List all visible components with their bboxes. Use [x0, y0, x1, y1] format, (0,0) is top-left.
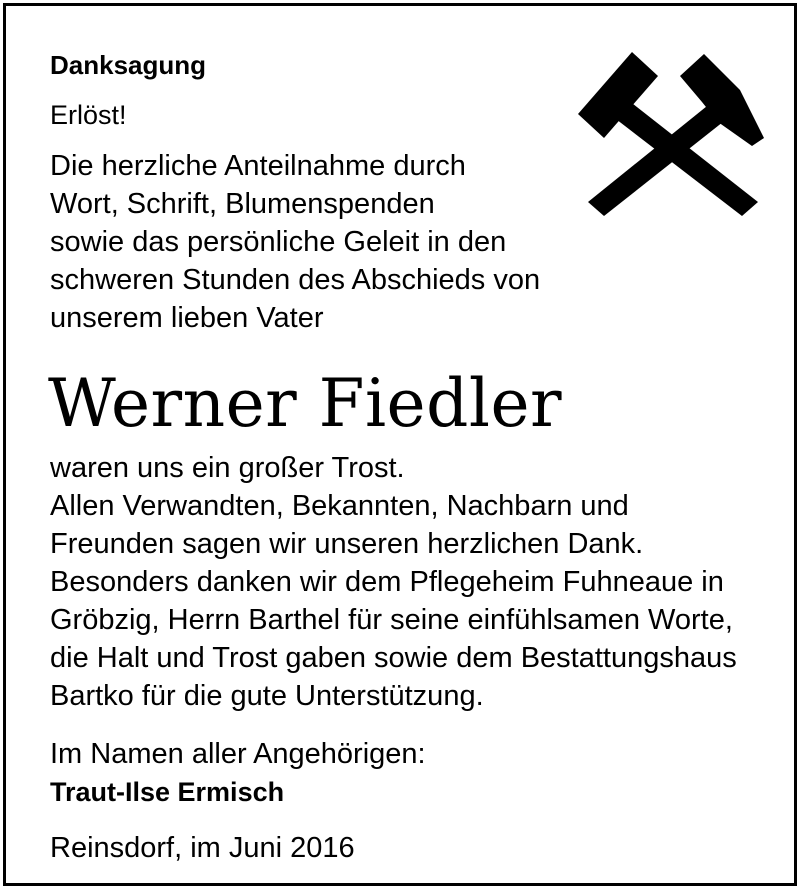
signer-name: Traut-Ilse Ermisch [50, 777, 285, 807]
notice-frame [3, 3, 797, 886]
on-behalf-text: Im Namen aller Angehörigen: [50, 738, 426, 770]
signature-block [50, 735, 770, 811]
notice-text [50, 48, 770, 867]
body-line: waren uns ein großer Trost. [50, 452, 405, 484]
body-line: Allen Verwandten, Bekannten, Nachbarn und [50, 490, 629, 522]
place-date: Reinsdorf, im Juni 2016 [50, 832, 355, 864]
body-line: die Halt und Trost gaben sowie dem Bestattungshaus [50, 642, 737, 674]
intro-line: sowie das persönliche Geleit in den [50, 226, 507, 258]
notice-heading: Danksagung [50, 50, 207, 80]
intro-line: Die herzliche Anteilnahme durch [50, 150, 466, 182]
intro-paragraph [50, 147, 770, 337]
exclamation: Erlöst! [50, 100, 127, 130]
body-line: Freunden sagen wir unseren herzlichen Dank. [50, 528, 644, 560]
intro-line: Wort, Schrift, Blumenspenden [50, 188, 435, 220]
body-paragraph [50, 449, 770, 715]
body-line: Besonders danken wir dem Pflegeheim Fuhneaue in [50, 566, 724, 598]
body-line: Bartko für die gute Unterstützung. [50, 680, 484, 712]
deceased-name: Werner Fiedler [48, 365, 563, 442]
intro-line: unserem lieben Vater [50, 302, 324, 334]
intro-line: schweren Stunden des Abschieds von [50, 264, 541, 296]
body-line: Gröbzig, Herrn Barthel für seine einfühlsamen Worte, [50, 604, 733, 636]
